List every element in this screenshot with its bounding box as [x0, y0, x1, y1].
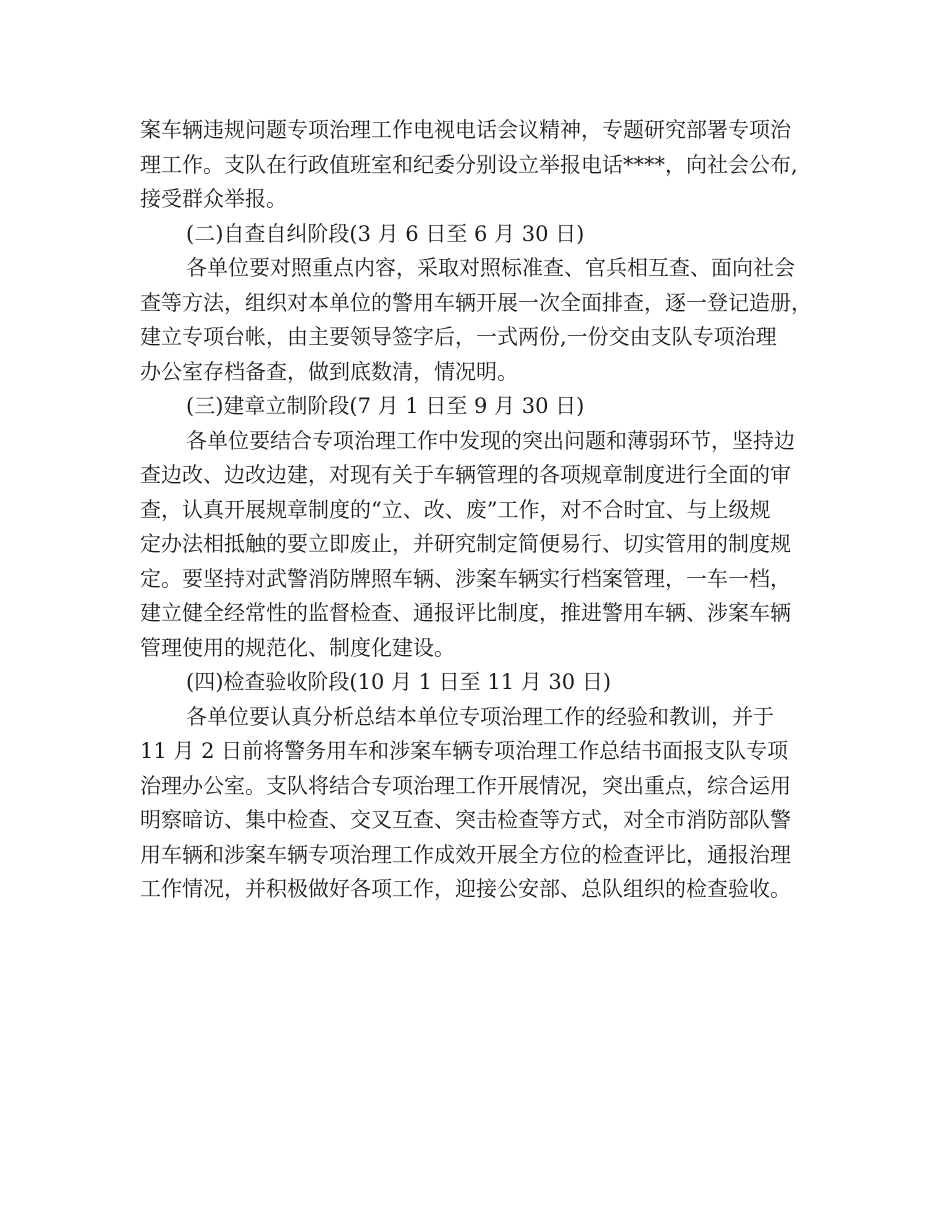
text-line: 查等方法，组织对本单位的警用车辆开展一次全面排查，逐一登记造册， — [140, 290, 812, 315]
text-line: 定。要坚持对武警消防牌照车辆、涉案车辆实行档案管理，一车一档， — [140, 566, 791, 591]
text-line: (二)自查自纠阶段(3 月 6 日至 6 月 30 日) — [186, 221, 585, 246]
text-line: 查，认真开展规章制度的“立、改、废”工作，对不合时宜、与上级规 — [140, 497, 771, 522]
text-line: 建立专项台帐，由主要领导签字后，一式两份,一份交由支队专项治理 — [140, 325, 777, 349]
text-line: 11 月 2 日前将警务用车和涉案车辆专项治理工作总结书面报支队专项 — [140, 739, 789, 763]
text-line: (三)建章立制阶段(7 月 1 日至 9 月 30 日) — [186, 394, 585, 418]
text-line: 建立健全经常性的监督检查、通报评比制度，推进警用车辆、涉案车辆 — [140, 601, 791, 625]
text-line: 治理办公室。支队将结合专项治理工作开展情况，突出重点，综合运用 — [140, 773, 791, 798]
text-line: 各单位要认真分析总结本单位专项治理工作的经验和教训，并于 — [186, 704, 774, 729]
text-line: 定办法相抵触的要立即废止，并研究制定简便易行、切实管用的制度规 — [140, 532, 791, 556]
text-line: 查边改、边改边建，对现有关于车辆管理的各项规章制度进行全面的审 — [140, 463, 791, 487]
text-line: 案车辆违规问题专项治理工作电视电话会议精神，专题研究部署专项治 — [140, 118, 791, 142]
text-line: 理工作。支队在行政值班室和纪委分别设立举报电话****，向社会公布, — [140, 152, 798, 177]
document-body — [140, 113, 826, 907]
text-line: 接受群众举报。 — [140, 187, 287, 211]
text-line: (四)检查验收阶段(10 月 1 日至 11 月 30 日) — [186, 670, 612, 694]
text-line: 工作情况，并积极做好各项工作，迎接公安部、总队组织的检查验收。 — [140, 877, 791, 901]
text-line: 管理使用的规范化、制度化建设。 — [140, 635, 455, 660]
text-line: 办公室存档备查，做到底数清，情况明。 — [140, 359, 518, 384]
text-line: 各单位要结合专项治理工作中发现的突出问题和薄弱环节，坚持边 — [186, 428, 795, 453]
text-line: 用车辆和涉案车辆专项治理工作成效开展全方位的检查评比，通报治理 — [140, 842, 791, 867]
text-line: 各单位要对照重点内容，采取对照标准查、官兵相互查、面向社会 — [186, 256, 795, 280]
text-line: 明察暗访、集中检查、交叉互查、突击检查等方式，对全市消防部队警 — [140, 808, 791, 832]
